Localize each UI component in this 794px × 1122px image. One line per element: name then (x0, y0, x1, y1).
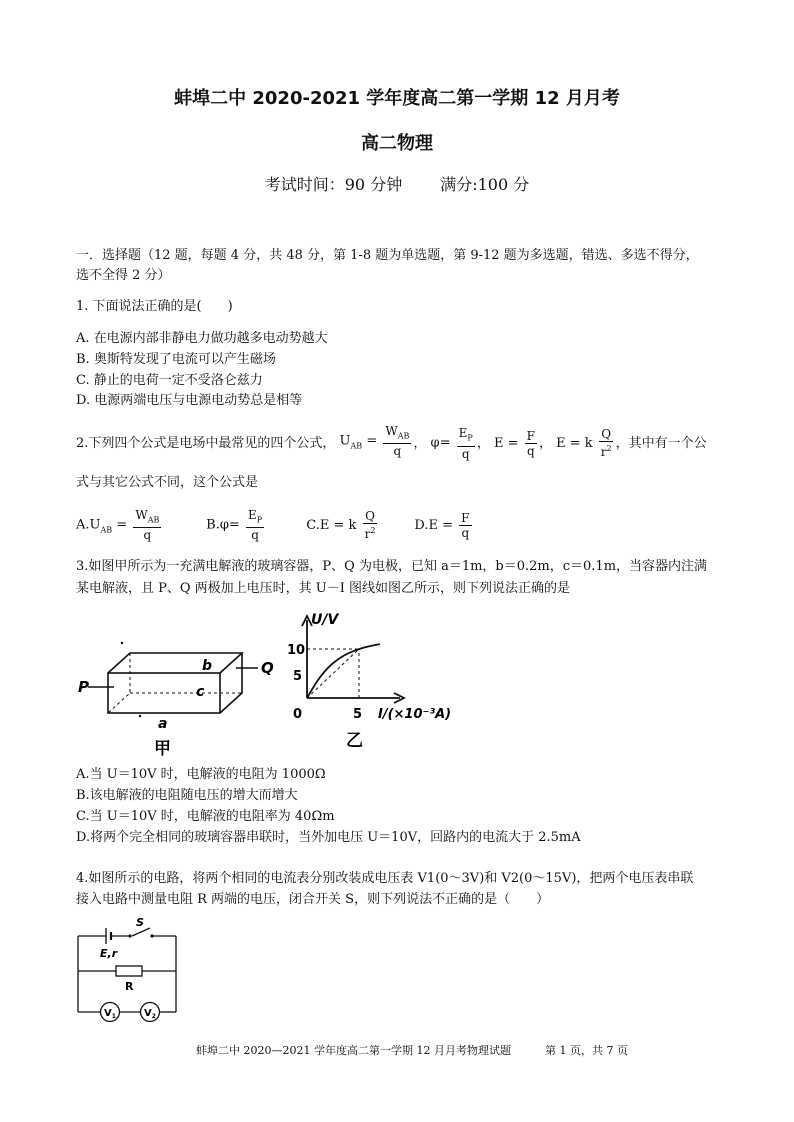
q2-options (76, 508, 474, 547)
figure-jia (78, 628, 278, 758)
page-subtitle: 高二物理 (361, 133, 433, 154)
label-p: P (78, 678, 89, 696)
q3-stem-line2: 某电解液，且 P、Q 两极加上电压时，其 U－I 图线如图乙所示，则下列说法正确的是 (76, 581, 571, 596)
reference-dashed-line (307, 649, 359, 698)
fraction: $\frac{F}{q}$ (526, 428, 535, 458)
q2-stem-start: 2.下列四个公式是电场中最常见的四个公式， (76, 436, 336, 452)
label-q: Q (261, 659, 274, 677)
q3-stem-line1: 3.如图甲所示为一充满电解液的玻璃容器，P、Q 为电极，已知 a＝1m，b＝0.2m，c＝0.1m，当容器内注满 (76, 559, 708, 574)
caption-yi: 乙 (346, 731, 363, 751)
y-tick-5: 5 (293, 669, 303, 684)
q1-option-c: C. 静止的电荷一定不受洛仑兹力 (76, 373, 263, 388)
formula-e-kq: E = k $\frac{Q}{r^2}$ (556, 427, 612, 460)
formula-e-fq: E = $\frac{F}{q}$ (493, 428, 535, 458)
resistor-r (116, 966, 142, 976)
q3-option-b: B.该电解液的电阻随电压的增大而增大 (76, 788, 298, 803)
exam-info (0, 172, 794, 195)
container-top-face (108, 653, 242, 673)
fraction: $\frac{E_P}{q}$ (247, 508, 263, 543)
footer-page-number: 第 1 页，共 7 页 (545, 1044, 628, 1057)
q2-option-b: B.φ= $\frac{E_P}{q}$ (206, 508, 263, 543)
q2-stem-line1: 2.下列四个公式是电场中最常见的四个公式， $U_{AB}$ = $\frac{W_{AB}}{q}$ ， φ= $\frac{E_P}{q}$ ， E = $\frac{F}{q}$ ， E = k $\frac{Q}{r^2}$ ，其中有一个公 (76, 424, 707, 463)
label-v2: $V_2$ (144, 1008, 156, 1020)
section-instruction-line1: 一．选择题（12 题，每题 4 分，共 48 分，第 1-8 题为单选题，第 9-12 题为多选题，错选、多选不得分， (76, 248, 699, 263)
label-er: E,r (100, 947, 118, 960)
q1-option-b: B. 奥斯特发现了电流可以产生磁场 (76, 352, 276, 367)
q3-option-d: D.将两个完全相同的玻璃容器串联时，当外加电压 U＝10V，回路内的电流大于 2.5mA (76, 830, 581, 845)
q2-option-d: D.E = $\frac{F}{q}$ (414, 510, 470, 540)
label-b: b (202, 658, 213, 674)
u-i-curve (307, 644, 380, 698)
fraction: $\frac{F}{q}$ (461, 510, 470, 540)
label-v1: $V_1$ (104, 1008, 116, 1020)
label-c: c (196, 684, 205, 700)
fraction: $\frac{Q}{r^2}$ (364, 509, 376, 542)
caption-jia: 甲 (154, 739, 171, 758)
fraction: $\frac{E_P}{q}$ (458, 426, 473, 461)
q4-stem-line1: 4.如图所示的电路，将两个相同的电流表分别改装成电压表 V1(0～3V)和 V2(0～15V)，把两个电压表串联 (76, 871, 694, 886)
q1-stem: 1. 下面说法正确的是( ) (76, 299, 233, 314)
q3-option-a: A.当 U＝10V 时，电解液的电阻为 1000Ω (76, 767, 326, 782)
switch-pivot (128, 934, 131, 937)
switch-contact (150, 934, 153, 937)
full-score: 满分:100 分 (440, 175, 530, 194)
switch-blade (132, 928, 150, 936)
x-tick-5: 5 (353, 707, 363, 722)
exam-time: 考试时间：90 分钟 (264, 175, 403, 194)
page-title: 蚌埠二中 2020-2021 学年度高二第一学期 12 月月考 (174, 88, 620, 109)
q1-option-d: D. 电源两端电压与电源电动势总是相等 (76, 393, 303, 408)
q2-stem-end: ，其中有一个公 (615, 436, 707, 452)
formula-phi: φ= $\frac{E_P}{q}$ (430, 426, 473, 461)
x-axis-label: I/(×10⁻³A) (378, 707, 452, 722)
footer-exam-name: 蚌埠二中 2020—2021 学年度高二第一学期 12 月月考物理试题 (196, 1044, 511, 1057)
q2-stem-line2: 式与其它公式不同，这个公式是 (76, 475, 259, 490)
label-r: R (125, 980, 134, 993)
section-instruction-line2: 选不全得 2 分） (76, 268, 171, 283)
figure-yi (285, 608, 485, 758)
dot-mark (139, 715, 141, 717)
q4-stem-line2: 接入电路中测量电阻 R 两端的电压，闭合开关 S，则下列说法不正确的是（ ） (76, 892, 550, 907)
q2-option-a: $A.U_{AB}$ = $\frac{W_{AB}}{q}$ (76, 508, 160, 543)
y-axis-label: U/V (311, 612, 339, 628)
dot-mark (121, 642, 123, 644)
fraction: $\frac{W_{AB}}{q}$ (135, 508, 160, 543)
fraction: $\frac{Q}{r^2}$ (600, 427, 612, 460)
fraction: $\frac{W_{AB}}{q}$ (385, 424, 410, 459)
q3-option-c: C.当 U＝10V 时，电解液的电阻率为 40Ωm (76, 809, 335, 824)
formula-uab: $U_{AB}$ = $\frac{W_{AB}}{q}$ (339, 424, 410, 459)
label-s: S (136, 916, 144, 929)
q2-option-c: C.E = k $\frac{Q}{r^2}$ (306, 509, 376, 542)
circuit-diagram (70, 914, 190, 1026)
origin-label: 0 (293, 707, 303, 722)
q1-option-a: A. 在电源内部非静电力做功越多电动势越大 (76, 331, 328, 346)
label-a: a (158, 716, 168, 732)
y-tick-10: 10 (287, 643, 306, 658)
